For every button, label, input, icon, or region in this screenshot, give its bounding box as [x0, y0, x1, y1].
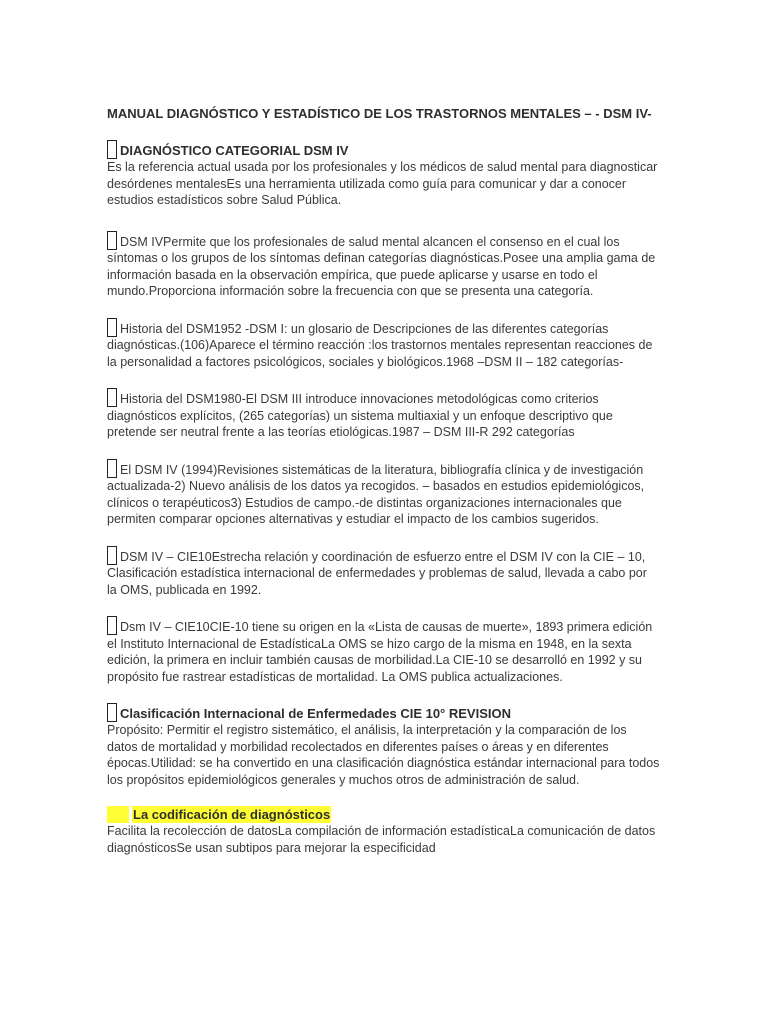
paragraph-dsm-iv-1994	[107, 459, 660, 528]
bullet-box-icon	[107, 546, 117, 565]
paragraph-text: El DSM IV (1994)Revisiones sistemáticas de la literatura, bibliografía clínica y de investigación actualizada-2) Nuevo análisis de los datos ya recogidos. – basados en estudios epidemiológicos, clínicos o terapéuticos3) Estudios de campo.-de distintas organizaciones internacionales que permiten comparar opciones alternativas y estudiar el impacto de los cambios sugeridos.	[107, 462, 645, 526]
section-cie-10	[107, 703, 660, 788]
paragraph-historia-1952	[107, 318, 660, 371]
bullet-box-icon	[107, 318, 117, 337]
bullet-box-icon	[107, 140, 117, 159]
paragraph-cie10-origen	[107, 616, 660, 685]
bullet-box-icon	[107, 459, 117, 478]
heading-text: La codificación de diagnósticos	[133, 807, 331, 822]
section-heading	[107, 140, 660, 159]
highlighted-bullet-icon	[107, 806, 129, 823]
section-text: Facilita la recolección de datosLa compilación de información estadísticaLa comunicación de datos diagnósticosSe usan subtipos para mejorar la especificidad	[107, 824, 656, 855]
paragraph-text: Dsm IV – CIE10CIE-10 tiene su origen en la «Lista de causas de muerte», 1893 primera edición el Instituto Internacional de EstadísticaLa OMS se hizo cargo de la misma en 1948, en la sexta edición, la primera en incluir también causas de morbilidad.La CIE-10 se desarrolló en 1992 y su propósito fue rastrear estadísticas de mortalidad. La OMS publica actualizaciones.	[107, 620, 653, 684]
document-title: MANUAL DIAGNÓSTICO Y ESTADÍSTICO DE LOS TRASTORNOS MENTALES – - DSM IV-	[107, 106, 652, 121]
paragraph-text: DSM IVPermite que los profesionales de salud mental alcancen el consenso en el cual los síntomas o los grupos de los síntomas definan categorías diagnósticas.Posee una amplia gama de información basada en la observación empírica, que puede aplicarse y usarse en todo el mundo.Proporciona información sobre la frecuencia con que se presenta una categoría.	[107, 234, 656, 298]
section-text: Propósito: Permitir el registro sistemático, el análisis, la interpretación y la comparación de los datos de mortalidad y morbilidad recolectados en diferentes países o áreas y en diferentes épocas.Utilidad: se ha convertido en una clasificación diagnóstica estándar internacional para todos los propósitos epidemiológicos generales y muchos otros de administración de salud.	[107, 723, 660, 787]
paragraph-text: DSM IV – CIE10Estrecha relación y coordinación de esfuerzo entre el DSM IV con la CIE – 10, Clasificación estadística internacional de enfermedades y problemas de salud, llevada a cabo por la OMS, publicada en 1992.	[107, 549, 647, 597]
section-diagnostico-categorial	[107, 140, 660, 209]
bullet-box-icon	[107, 703, 117, 722]
section-heading-highlighted	[107, 806, 660, 823]
heading-text: DIAGNÓSTICO CATEGORIAL DSM IV	[120, 143, 349, 158]
paragraph-historia-1980	[107, 388, 660, 441]
bullet-box-icon	[107, 616, 117, 635]
bullet-box-icon	[107, 231, 117, 250]
paragraph-dsm-iv	[107, 231, 660, 300]
bullet-box-icon	[107, 388, 117, 407]
paragraph-text: Historia del DSM1980-El DSM III introduce innovaciones metodológicas como criterios diagnósticos explícitos, (265 categorías) un sistema multiaxial y un enfoque descriptivo que pretende ser neutral frente a las teorías etiológicas.1987 – DSM III-R 292 categorías	[107, 392, 613, 439]
paragraph-text: Historia del DSM1952 -DSM I: un glosario de Descripciones de las diferentes categorías diagnósticas.(106)Aparece el término reacción :los trastornos mentales representan reacciones de la personalidad a factores psicológicos, sociales y biológicos.1968 –DSM II – 182 categorías-	[107, 321, 653, 369]
section-heading	[107, 703, 660, 722]
section-codificacion	[107, 806, 660, 856]
highlight	[107, 806, 331, 823]
paragraph-dsm-cie10	[107, 546, 660, 599]
heading-text: Clasificación Internacional de Enfermedades CIE 10° REVISION	[120, 706, 511, 721]
section-text: Es la referencia actual usada por los profesionales y los médicos de salud mental para diagnosticar desórdenes mentalesEs una herramienta utilizada como guía para comunicar y dar a conocer estudios estadísticos sobre Salud Pública.	[107, 160, 658, 207]
